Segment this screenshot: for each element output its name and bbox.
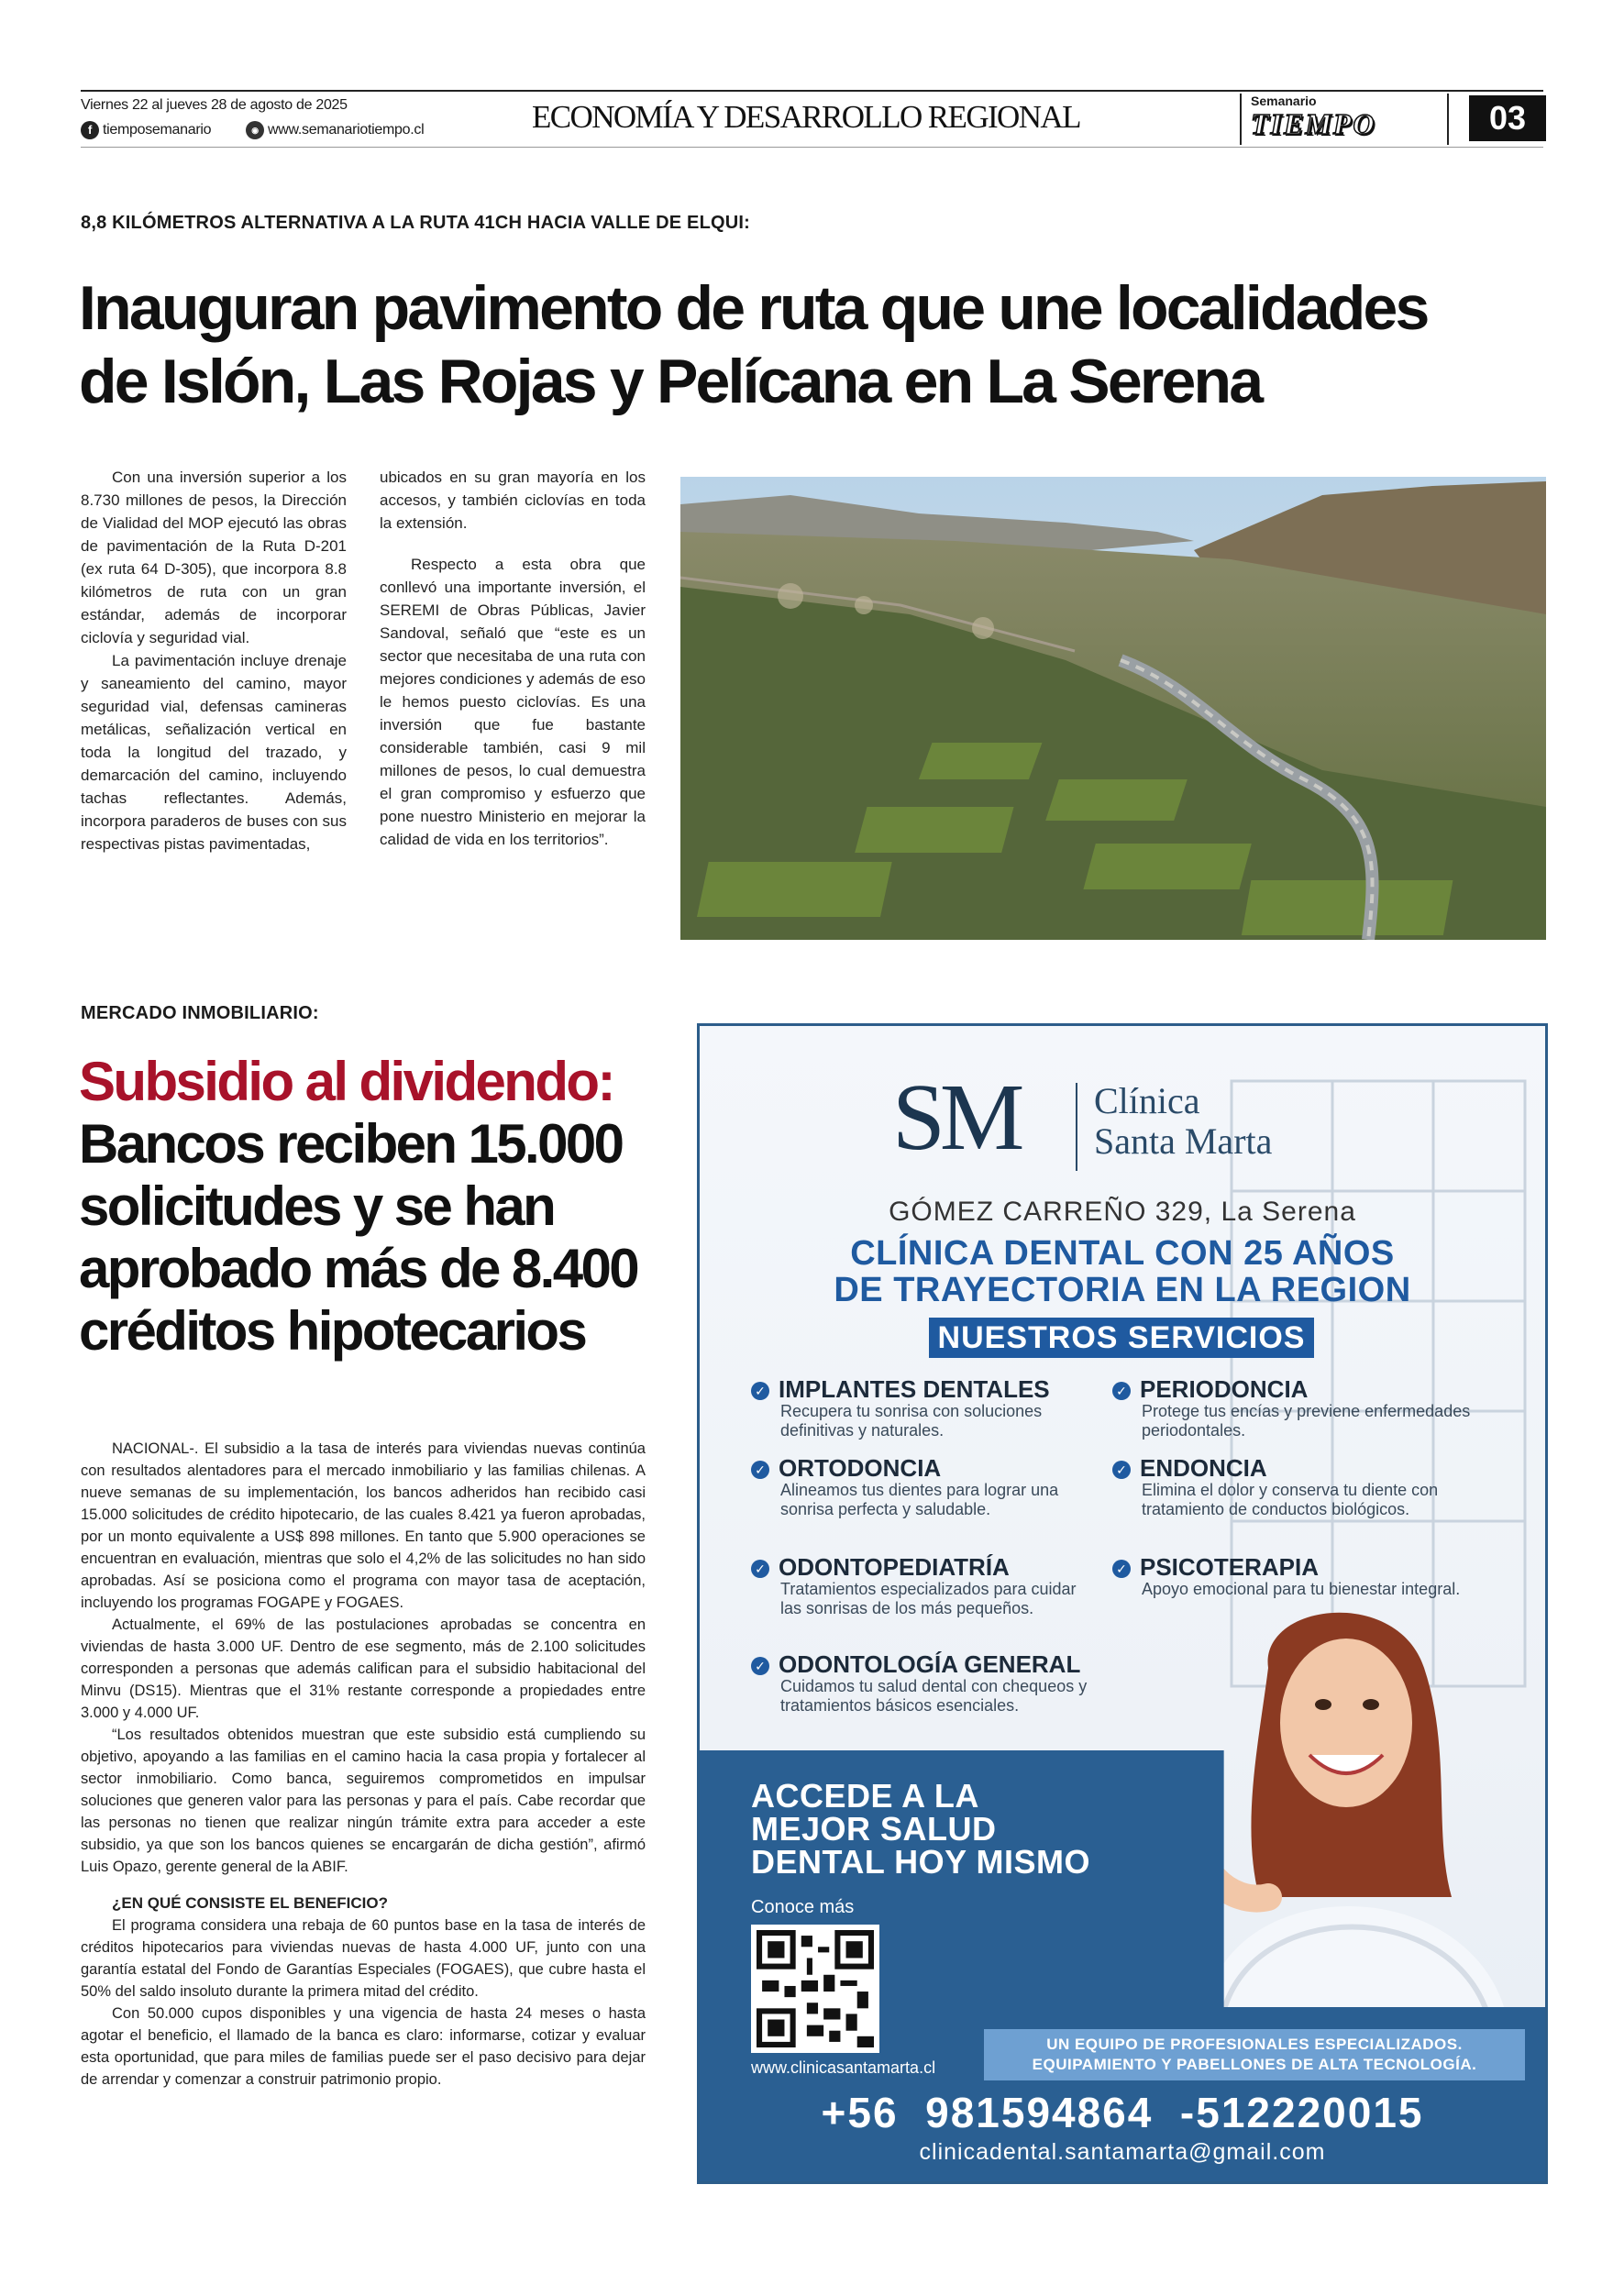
brand-logo: [1240, 94, 1449, 145]
article1-headline-line2: de Islón, Las Rojas y Pelícana en La Serena: [79, 347, 1262, 416]
issue-date: Viernes 22 al jueves 28 de agosto de 2025: [81, 97, 348, 113]
service-item: [751, 1554, 1099, 1618]
qr-code-icon[interactable]: [751, 1925, 879, 2053]
check-icon: ✓: [751, 1657, 769, 1675]
service-desc: Tratamientos especializados para cuidar las sonrisas de los más pequeños.: [780, 1580, 1077, 1617]
conoce-label: Conoce más: [751, 1897, 855, 1917]
logo-divider: [1076, 1083, 1077, 1171]
qr-code-graphic: [757, 1930, 874, 2047]
cta-text: [751, 1777, 1091, 1881]
article2-headline-line: aprobado más de 8.400: [79, 1238, 638, 1299]
article2-headline-line: créditos hipotecarios: [79, 1300, 586, 1362]
website-label: www.semanariotiempo.cl: [268, 122, 425, 138]
service-desc: Protege tus encías y previene enfermedades periodontales.: [1142, 1402, 1471, 1440]
article2-paragraph: El programa considera una rebaja de 60 puntos base en la tasa de interés de créditos hipotecarios para viviendas nuevas de hasta 4.000 UF, junto con una garantía estatal del Fondo de Garantías Especiales (FOGAES), que cubre hasta el 50% del saldo insoluto durante la primera mitad del crédito.: [81, 1917, 646, 2000]
service-title: PSICOTERAPIA: [1140, 1553, 1320, 1581]
service-desc: Cuidamos tu salud dental con chequeos y tratamientos básicos esenciales.: [780, 1677, 1088, 1715]
clinic-advertisement[interactable]: [697, 1023, 1548, 2184]
service-title: ORTODONCIA: [779, 1454, 942, 1482]
page-number: 03: [1469, 95, 1546, 141]
article1-col1: [81, 466, 347, 855]
services-banner: NUESTROS SERVICIOS: [929, 1318, 1314, 1358]
service-title: ENDONCIA: [1140, 1454, 1267, 1482]
article2-body: [81, 1438, 646, 2091]
service-title: ODONTOPEDIATRÍA: [779, 1553, 1010, 1581]
article1-col2: [380, 466, 646, 851]
article2-kicker: MERCADO INMOBILIARIO:: [81, 1003, 319, 1023]
article1-paragraph: Respecto a esta obra que conllevó una importante inversión, el SEREMI de Obras Públicas, Javier Sandoval, señaló que “este es un sector que necesitaba de una ruta con mejores condiciones y además de eso le hemos puesto ciclovías. Es una inversión que fue bastante considerable también, casi 9 mil millones de pesos, lo cual demuestra el gran compromiso y esfuerzo que pone nuestro Ministerio en mejorar la calidad de vida en los territorios”.: [380, 556, 646, 848]
service-item: [1112, 1376, 1516, 1440]
article1-paragraph: Con una inversión superior a los 8.730 millones de pesos, la Dirección de Vialidad del MOP ejecutó las obras de pavimentación de la Ruta D-201 (ex ruta 64 D-305), que incorpora 8.8 kilómetros de ruta con un gran estándar, además de incorporar ciclovía y seguridad vial.: [81, 469, 347, 646]
service-item: [1112, 1554, 1516, 1599]
check-icon: ✓: [1112, 1461, 1131, 1479]
check-icon: ✓: [751, 1560, 769, 1578]
service-desc: Recupera tu sonrisa con soluciones definitivas y naturales.: [780, 1402, 1043, 1440]
check-icon: ✓: [1112, 1382, 1131, 1400]
ad-strip-line1: UN EQUIPO DE PROFESIONALES ESPECIALIZADOS.: [1046, 2036, 1463, 2053]
article2-subhead: ¿EN QUÉ CONSISTE EL BENEFICIO?: [112, 1894, 388, 1912]
cta-line1: ACCEDE A LA: [751, 1777, 979, 1815]
article2-paragraph: Con 50.000 cupos disponibles y una vigencia de hasta 24 meses o hasta agotar el beneficio, el llamado de la banca es claro: informarse, cotizar y evaluar esta oportunidad, que para miles de familias puede ser el paso decisivo para dejar de arrendar y comenzar a construir patrimonio propio.: [81, 2005, 646, 2088]
clinic-name: [1094, 1081, 1272, 1162]
header-top-rule: [81, 90, 1543, 92]
brand-small: Semanario: [1251, 94, 1317, 108]
article2-paragraph: “Los resultados obtenidos muestran que este subsidio está cumpliendo su objetivo, apoyando a las familias en el camino hacia la casa propia y fortalecer al sector inmobiliario. Como banca, seguiremos comprometidos en impulsar soluciones que generen valor para las personas y para el país. Cabe recordar que las personas no tienen que realizar ningún trámite extra para acceder a este subsidio, ya que son los bancos quienes se encargarán de dicha gestión”, afirmó Luis Opazo, gerente general de la ABIF.: [81, 1727, 646, 1875]
article2-headline-line: solicitudes y se han: [79, 1175, 555, 1237]
article2-paragraph: NACIONAL-. El subsidio a la tasa de interés para viviendas nuevas continúa con resultados alentadores para el mercado inmobiliario y las familias chilenas. A nueve semanas de su implementación, los bancos adheridos han recibido casi 15.000 solicitudes de crédito hipotecario, de las cuales 8.421 ya fueron aprobadas, por un monto equivalente a US$ 898 millones. En tanto que 5.900 operaciones se encuentran en evaluación, mientras que solo el 4,2% de las solicitudes no han sido aprobadas. Así se posiciona como el programa con mayor tasa de aceptación, incluyendo los programas FOGAPE y FOGAES.: [81, 1440, 646, 1611]
ad-strip-line2: EQUIPAMIENTO Y PABELLONES DE ALTA TECNOLOGÍA.: [1032, 2056, 1477, 2073]
clinic-logo: SM: [892, 1065, 1020, 1170]
service-title: ODONTOLOGÍA GENERAL: [779, 1650, 1081, 1678]
clinic-title-line1: CLÍNICA DENTAL CON 25 AÑOS: [850, 1234, 1395, 1273]
clinic-phone[interactable]: +56 981594864 -512220015: [821, 2089, 1424, 2136]
service-item: [1112, 1455, 1516, 1519]
article1-headline: [79, 271, 1428, 418]
article2-headline-line: Bancos reciben 15.000: [79, 1113, 623, 1175]
clinic-name-line1: Clínica: [1094, 1080, 1200, 1121]
check-icon: ✓: [751, 1382, 769, 1400]
globe-icon: ◉: [246, 121, 264, 139]
check-icon: ✓: [1112, 1560, 1131, 1578]
article1-paragraph: La pavimentación incluye drenaje y saneamiento del camino, mayor seguridad vial, defensas camineras metálicas, señalización vertical en toda la longitud del trazado, y demarcación del camino, incluyendo tachas reflectantes. Además, incorpora paraderos de buses con sus respectivas pistas pavimentadas,: [81, 652, 347, 853]
service-title: IMPLANTES DENTALES: [779, 1375, 1050, 1403]
clinic-website[interactable]: www.clinicasantamarta.cl: [751, 2058, 936, 2077]
service-desc: Alineamos tus dientes para lograr una sonrisa perfecta y saludable.: [780, 1481, 1059, 1518]
section-title: ECONOMÍA Y DESARROLLO REGIONAL: [532, 99, 1080, 135]
service-item: [751, 1455, 1099, 1519]
ad-strip: [984, 2029, 1525, 2080]
facebook-label: tiemposemanario: [103, 122, 212, 138]
cta-line3: DENTAL HOY MISMO: [751, 1843, 1091, 1881]
facebook-handle[interactable]: [81, 121, 211, 139]
facebook-icon: f: [81, 121, 99, 139]
website-link[interactable]: [246, 121, 424, 139]
clinic-name-line2: Santa Marta: [1094, 1120, 1273, 1162]
clinic-title: [700, 1235, 1545, 1308]
service-desc: Apoyo emocional para tu bienestar integral.: [1142, 1580, 1461, 1598]
clinic-email[interactable]: clinicadental.santamarta@gmail.com: [919, 2139, 1326, 2165]
article1-paragraph: ubicados en su gran mayoría en los accesos, y también ciclovías en toda la extensión.: [380, 469, 646, 532]
service-title: PERIODONCIA: [1140, 1375, 1309, 1403]
header-bottom-rule: [81, 147, 1543, 148]
article1-headline-line1: Inauguran pavimento de ruta que une localidades: [79, 273, 1428, 343]
article2-paragraph: Actualmente, el 69% de las postulaciones aprobadas se concentra en viviendas de hasta 3.000 UF. Dentro de ese segmento, más de 2.100 solicitudes corresponden a personas que además califican para el subsidio habitacional del Minvu (DS15). Mientras que el 31% restante corresponde a propiedades entre 3.000 y 4.000 UF.: [81, 1616, 646, 1721]
service-item: [751, 1376, 1099, 1440]
article2-headline-red: Subsidio al dividendo:: [79, 1051, 613, 1112]
cta-line2: MEJOR SALUD: [751, 1810, 997, 1848]
article2-headline: [79, 1051, 637, 1363]
service-item: [751, 1651, 1118, 1716]
brand-big: TIEMPO: [1251, 107, 1376, 140]
clinic-address: GÓMEZ CARREÑO 329, La Serena: [889, 1197, 1356, 1227]
aerial-photo-illustration: [680, 477, 1546, 940]
service-desc: Elimina el dolor y conserva tu diente con tratamiento de conductos biológicos.: [1142, 1481, 1439, 1518]
valley-road-photo: [680, 477, 1546, 940]
check-icon: ✓: [751, 1461, 769, 1479]
article1-kicker: 8,8 KILÓMETROS ALTERNATIVA A LA RUTA 41CH HACIA VALLE DE ELQUI:: [81, 213, 751, 233]
clinic-title-line2: DE TRAYECTORIA EN LA REGION: [834, 1271, 1411, 1309]
